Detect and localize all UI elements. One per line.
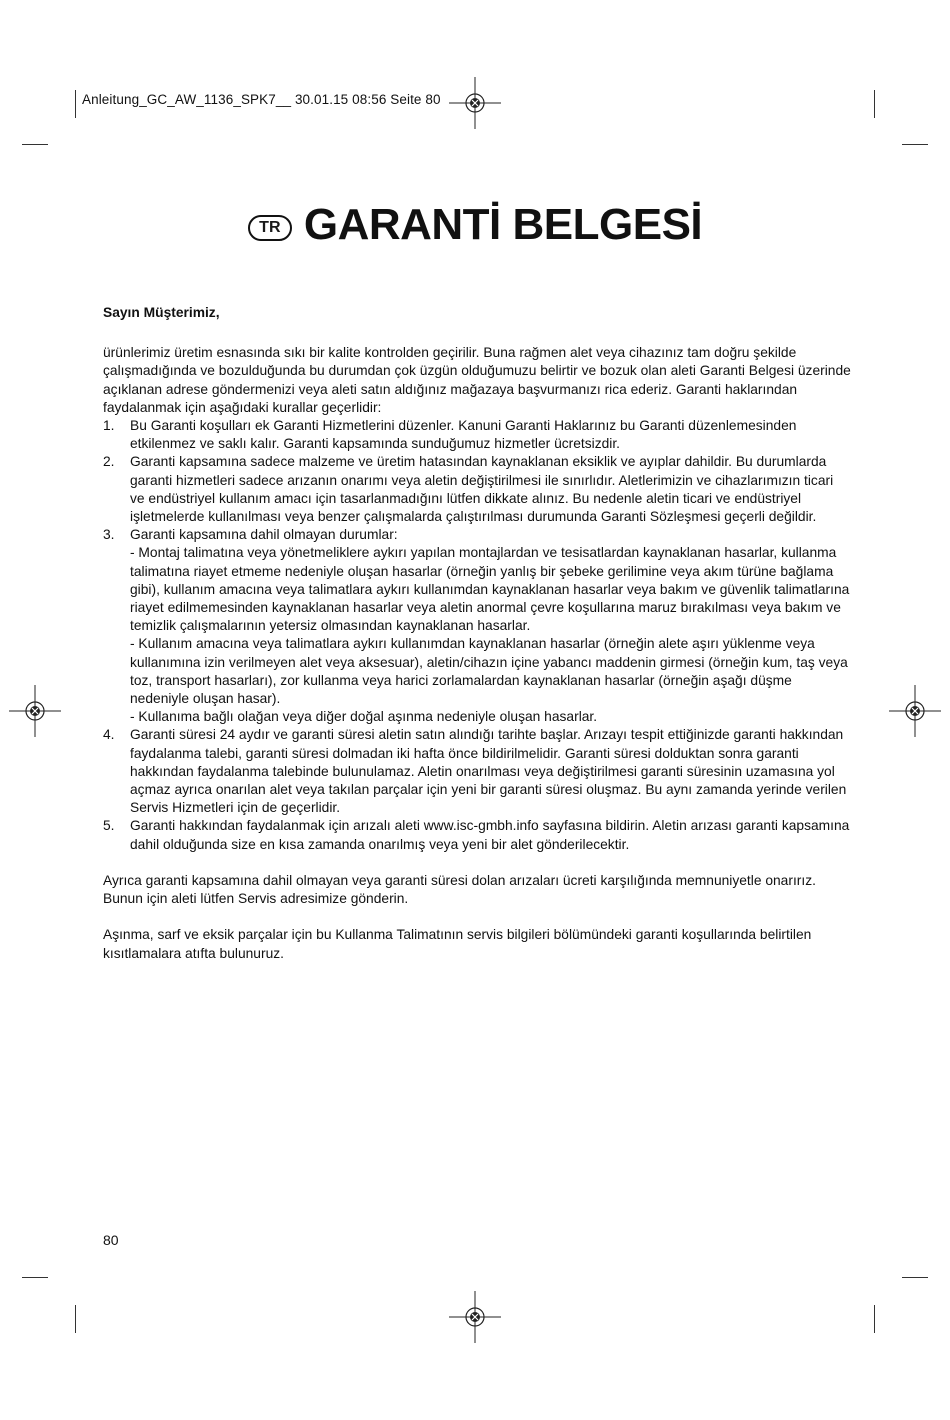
salutation: Sayın Müşterimiz, bbox=[103, 305, 220, 320]
registration-mark-right-icon bbox=[885, 681, 945, 741]
wear-parts-paragraph: Aşınma, sarf ve eksik parçalar için bu Kullanma Talimatının servis bilgileri bölümündeki garanti koşullarında belirtilen kısıtlamalara atıfta bulunuruz. bbox=[103, 927, 812, 961]
document-body bbox=[103, 304, 851, 963]
list-item-subtext: - Kullanıma bağlı olağan veya diğer doğal aşınma nedeniyle oluşan hasarlar. bbox=[130, 709, 598, 725]
list-item-number: 4. bbox=[103, 727, 115, 743]
list-item bbox=[103, 453, 851, 526]
list-item-text: Garanti kapsamına dahil olmayan durumlar: bbox=[130, 527, 398, 543]
crop-mark-top-right-h bbox=[902, 144, 928, 145]
list-item-text: Garanti kapsamına sadece malzeme ve üretim hatasından kaynaklanan eksiklik ve ayıplar dahildir. Bu durumlarda garanti hizmetleri sadece arızanın onarımı veya aletin değiştirilmesi ile sınırlıdır. Aletlerimizin ve cihazlarımızın ticari ve endüstriyel kullanım amacı için tasarlanmadığını lütfen dikkate alınız. Bu nedenle aletin ticari ve endüstriyel işletmelerde kullanılması veya benzer çalışmalarda çalıştırılması durumunda Garanti Sözleşmesi geçerli değildir. bbox=[130, 454, 834, 525]
page-number: 80 bbox=[103, 1232, 119, 1248]
registration-mark-left-icon bbox=[5, 681, 65, 741]
crop-mark-top-left bbox=[75, 90, 76, 118]
list-item-subtext: - Montaj talimatına veya yönetmeliklere aykırı yapılan montajlardan ve tesisatlardan kaynaklanan hasarlar, kullanma talimatına riayet etmeme nedeniyle oluşan hasarlar (örneğin yanlış bir şebeke gerilimine veya akım türüne bağlama gibi), kullanım amacına veya talimatlara aykırı kullanımdan kaynaklanan hasarlar veya bakım ve güvenlik talimatlarına riayet edilmemesinden kaynaklanan hasarlar veya aletin anormal çevre koşullarına maruz bırakılması veya bakım ve temizlik çalışmalarının yetersiz olmasından kaynaklanan hasarlar. bbox=[130, 545, 850, 634]
list-item bbox=[103, 726, 851, 817]
crop-mark-bottom-left-h bbox=[22, 1277, 48, 1278]
language-badge: TR bbox=[248, 215, 292, 241]
list-item-subtext: - Kullanım amacına veya talimatlara aykırı kullanımdan kaynaklanan hasarlar (örneğin alete aşırı yüklenme veya kullanımına izin verilmeyen alet veya aksesuar), aletin/cihazın içine yabancı maddenin girmesi (örneğin kum, taş veya toz, transport hasarları), zor kullanma veya harici zorlamalardan kaynaklanan hasarlar (örneğin aşağı düşme nedeniyle oluşan hasar). bbox=[130, 636, 848, 707]
list-item-number: 3. bbox=[103, 527, 115, 543]
crop-mark-bottom-right bbox=[874, 1305, 875, 1333]
list-item bbox=[103, 526, 851, 726]
list-item-text: Garanti hakkından faydalanmak için arızalı aleti www.isc-gmbh.info sayfasına bildirin. Aletin arızası garanti kapsamına dahil olduğunda size en kısa zamanda onarılmış veya yeni bir alet gönderilecektir. bbox=[130, 818, 850, 852]
list-item bbox=[103, 417, 851, 453]
intro-paragraph: ürünlerimiz üretim esnasında sıkı bir kalite kontrolden geçirilir. Buna rağmen alet veya cihazınız tam doğru şekilde çalışmadığında ve bozulduğunda bu durumdan çok üzgün olduğumuzu belirtir ve bozuk olan aleti Garanti Belgesi üzerinde açıklanan adrese göndermenizi veya aleti satın aldığınız mağazaya başvurmanızı rica ederiz. Garanti haklarından faydalanmak için aşağıdaki kurallar geçerlidir: bbox=[103, 345, 851, 415]
list-item-number: 1. bbox=[103, 418, 115, 434]
list-item-number: 2. bbox=[103, 454, 115, 470]
registration-mark-top-icon bbox=[445, 73, 505, 133]
crop-mark-top-right bbox=[874, 90, 875, 118]
list-item-text: Bu Garanti koşulları ek Garanti Hizmetlerini düzenler. Kanuni Garanti Haklarınız bu Garanti düzenlemesinden etkilenmez ve saklı kalır. Garanti kapsamında sunduğumuz hizmetler ücretsizdir. bbox=[130, 418, 797, 452]
crop-mark-top-left-h bbox=[22, 144, 48, 145]
title-block bbox=[0, 200, 950, 250]
list-item bbox=[103, 817, 851, 853]
list-item-number: 5. bbox=[103, 818, 115, 834]
registration-mark-bottom-icon bbox=[445, 1287, 505, 1347]
crop-mark-bottom-left bbox=[75, 1305, 76, 1333]
terms-list bbox=[103, 417, 851, 854]
crop-mark-bottom-right-h bbox=[902, 1277, 928, 1278]
repair-paragraph: Ayrıca garanti kapsamına dahil olmayan veya garanti süresi dolan arızaları ücreti karşılığında memnuniyetle onarırız. Bunun için aleti lütfen Servis adresimize gönderin. bbox=[103, 872, 816, 907]
page-title: GARANTİ BELGESİ bbox=[303, 200, 703, 249]
list-item-text: Garanti süresi 24 aydır ve garanti süresi aletin satın alındığı tarihte başlar. Arızayı tespit ettiğinizde garanti hakkından faydalanma talebi, garanti süresi dolmadan iki hafta önce bildirilmelidir. Garanti süresi dolduktan sonra garanti hakkından faydalanma talebinde bulunulamaz. Aletin onarılması veya değiştirilmesi garanti süresinin uzamasına yol açmaz ayrıca onarılan alet veya takılan parçalar için yeni bir garanti süresi oluşmaz. Bu aynı zamanda yerinde verilen Servis Hizmetleri için de geçerlidir. bbox=[130, 727, 847, 816]
print-header: Anleitung_GC_AW_1136_SPK7__ 30.01.15 08:56 Seite 80 bbox=[82, 92, 441, 107]
